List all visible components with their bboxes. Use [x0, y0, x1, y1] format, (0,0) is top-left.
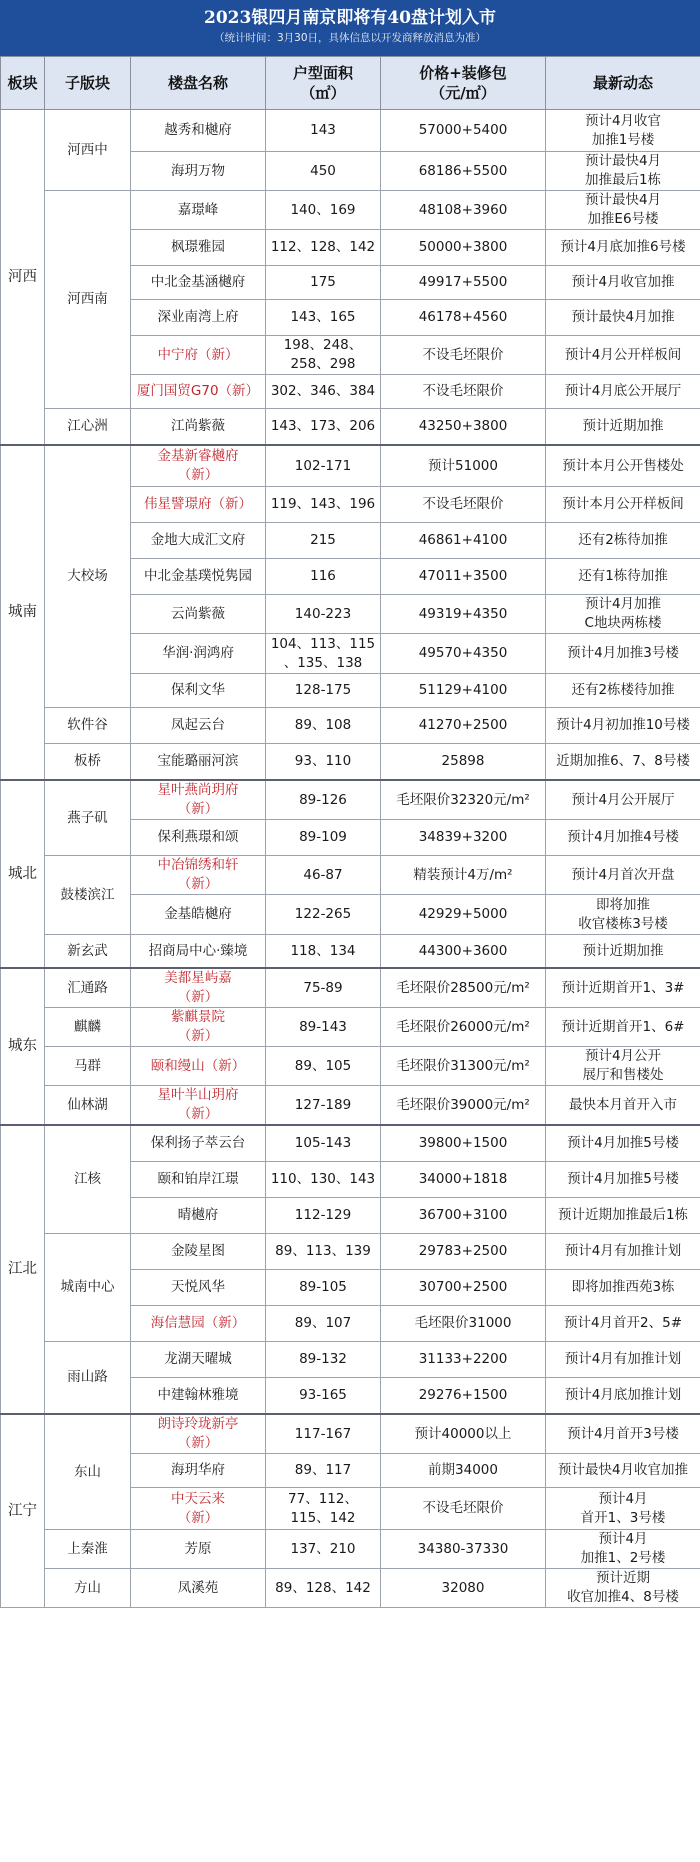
- subdistrict-cell: 河西中: [45, 110, 131, 191]
- area-cell: 89-143: [266, 1008, 381, 1047]
- price-cell: 43250+3800: [381, 409, 546, 446]
- project-name-cell: 中天云来 （新）: [131, 1488, 266, 1530]
- project-name-cell: 中北金基璞悦隽园: [131, 559, 266, 595]
- project-name-cell: 海玥万物: [131, 152, 266, 191]
- news-cell: 预计4月 加推1、2号楼: [546, 1530, 700, 1569]
- project-name-cell: 保利文华: [131, 674, 266, 708]
- news-cell: 预计4月公开 展厅和售楼处: [546, 1047, 700, 1086]
- news-cell: 预计本月公开样板间: [546, 487, 700, 523]
- project-name-cell: 天悦风华: [131, 1270, 266, 1306]
- news-cell: 预计4月加推3号楼: [546, 634, 700, 674]
- column-header: [266, 57, 381, 110]
- news-cell: 还有2栋待加推: [546, 523, 700, 559]
- table-row: [1, 445, 700, 487]
- project-name-cell: 招商局中心·臻境: [131, 935, 266, 969]
- news-cell: 预计4月首次开盘: [546, 856, 700, 895]
- column-header: 板块: [1, 57, 45, 110]
- news-cell: 预计近期加推: [546, 409, 700, 446]
- price-cell: 39800+1500: [381, 1125, 546, 1162]
- area-cell: 143: [266, 110, 381, 152]
- project-name-cell: 紫麒景院 （新）: [131, 1008, 266, 1047]
- project-name-cell: 金地大成汇文府: [131, 523, 266, 559]
- area-cell: 89-109: [266, 820, 381, 856]
- price-cell: 毛坯限价32320元/m²: [381, 780, 546, 820]
- area-cell: 450: [266, 152, 381, 191]
- news-cell: 预计4月底加推计划: [546, 1378, 700, 1415]
- price-cell: 46861+4100: [381, 523, 546, 559]
- subdistrict-cell: 江核: [45, 1125, 131, 1234]
- area-cell: 198、248、 258、298: [266, 336, 381, 375]
- price-cell: 31133+2200: [381, 1342, 546, 1378]
- subdistrict-cell: 板桥: [45, 744, 131, 781]
- area-cell: 302、346、384: [266, 375, 381, 409]
- table-row: [1, 780, 700, 820]
- price-cell: 42929+5000: [381, 895, 546, 935]
- project-name-cell: 龙湖天曜城: [131, 1342, 266, 1378]
- area-cell: 137、210: [266, 1530, 381, 1569]
- area-cell: 215: [266, 523, 381, 559]
- area-cell: 122-265: [266, 895, 381, 935]
- project-name-cell: 美都星屿嘉 （新）: [131, 968, 266, 1008]
- area-cell: 93、110: [266, 744, 381, 781]
- subdistrict-cell: 麒麟: [45, 1008, 131, 1047]
- news-cell: 最快本月首开入市: [546, 1086, 700, 1126]
- column-header: [381, 57, 546, 110]
- area-cell: 116: [266, 559, 381, 595]
- area-cell: 89、113、139: [266, 1234, 381, 1270]
- news-cell: 还有2栋楼待加推: [546, 674, 700, 708]
- area-cell: 75-89: [266, 968, 381, 1008]
- subdistrict-cell: 汇通路: [45, 968, 131, 1008]
- project-name-cell: 海信慧园（新）: [131, 1306, 266, 1342]
- project-name-cell: 伟星譬璟府（新）: [131, 487, 266, 523]
- area-cell: 89-105: [266, 1270, 381, 1306]
- project-name-cell: 星叶半山玥府 （新）: [131, 1086, 266, 1126]
- price-cell: 36700+3100: [381, 1198, 546, 1234]
- district-cell: 城北: [1, 780, 45, 968]
- project-name-cell: 厦门国贸G70（新）: [131, 375, 266, 409]
- area-cell: 93-165: [266, 1378, 381, 1415]
- price-cell: 34839+3200: [381, 820, 546, 856]
- price-cell: 毛坯限价26000元/m²: [381, 1008, 546, 1047]
- area-cell: 175: [266, 266, 381, 300]
- table-row: [1, 1342, 700, 1378]
- area-cell: 119、143、196: [266, 487, 381, 523]
- area-cell: 102-171: [266, 445, 381, 487]
- news-cell: 预计本月公开售楼处: [546, 445, 700, 487]
- subdistrict-cell: 上秦淮: [45, 1530, 131, 1569]
- area-cell: 127-189: [266, 1086, 381, 1126]
- news-cell: 预计4月公开展厅: [546, 780, 700, 820]
- news-cell: 预计4月加推4号楼: [546, 820, 700, 856]
- price-cell: 48108+3960: [381, 191, 546, 230]
- project-table: [0, 56, 700, 1608]
- news-cell: 即将加推 收官楼栋3号楼: [546, 895, 700, 935]
- price-cell: 41270+2500: [381, 708, 546, 744]
- price-cell: 49319+4350: [381, 595, 546, 634]
- table-row: [1, 1125, 700, 1162]
- price-cell: 34000+1818: [381, 1162, 546, 1198]
- news-cell: 预计4月底公开展厅: [546, 375, 700, 409]
- price-cell: 47011+3500: [381, 559, 546, 595]
- news-cell: 预计近期加推最后1栋: [546, 1198, 700, 1234]
- table-row: [1, 968, 700, 1008]
- news-cell: 预计4月有加推计划: [546, 1234, 700, 1270]
- subdistrict-cell: 方山: [45, 1569, 131, 1608]
- area-cell: 89-132: [266, 1342, 381, 1378]
- table-row: [1, 1086, 700, 1126]
- project-name-cell: 金基皓樾府: [131, 895, 266, 935]
- news-cell: 预计4月收官加推: [546, 266, 700, 300]
- column-header: 楼盘名称: [131, 57, 266, 110]
- table-row: [1, 1008, 700, 1047]
- area-cell: 46-87: [266, 856, 381, 895]
- area-cell: 89、107: [266, 1306, 381, 1342]
- project-name-cell: 金陵星图: [131, 1234, 266, 1270]
- table-row: [1, 1234, 700, 1270]
- district-cell: 城南: [1, 445, 45, 780]
- news-cell: 预计4月公开样板间: [546, 336, 700, 375]
- subdistrict-cell: 雨山路: [45, 1342, 131, 1415]
- price-cell: 49917+5500: [381, 266, 546, 300]
- news-cell: 近期加推6、7、8号楼: [546, 744, 700, 781]
- project-name-cell: 保利燕璟和颂: [131, 820, 266, 856]
- price-cell: 44300+3600: [381, 935, 546, 969]
- project-name-cell: 中建翰林雅境: [131, 1378, 266, 1415]
- table-row: [1, 110, 700, 152]
- project-name-cell: 晴樾府: [131, 1198, 266, 1234]
- subdistrict-cell: 东山: [45, 1414, 131, 1530]
- price-cell: 57000+5400: [381, 110, 546, 152]
- news-cell: 预计最快4月加推: [546, 300, 700, 336]
- news-cell: 预计4月加推5号楼: [546, 1162, 700, 1198]
- price-cell: 不设毛坯限价: [381, 1488, 546, 1530]
- news-cell: 预计近期首开1、3#: [546, 968, 700, 1008]
- news-cell: 预计近期首开1、6#: [546, 1008, 700, 1047]
- area-cell: 89-126: [266, 780, 381, 820]
- subdistrict-cell: 鼓楼滨江: [45, 856, 131, 935]
- table-row: [1, 935, 700, 969]
- price-cell: 不设毛坯限价: [381, 375, 546, 409]
- price-cell: 49570+4350: [381, 634, 546, 674]
- area-cell: 105-143: [266, 1125, 381, 1162]
- news-cell: 预计4月初加推10号楼: [546, 708, 700, 744]
- project-name-cell: 嘉璟峰: [131, 191, 266, 230]
- table-row: [1, 409, 700, 446]
- news-cell: 预计4月底加推6号楼: [546, 230, 700, 266]
- project-name-cell: 越秀和樾府: [131, 110, 266, 152]
- project-name-cell: 朗诗玲珑新亭 （新）: [131, 1414, 266, 1454]
- price-cell: 精装预计4万/m²: [381, 856, 546, 895]
- subdistrict-cell: 城南中心: [45, 1234, 131, 1342]
- table-row: [1, 1530, 700, 1569]
- area-cell: 89、117: [266, 1454, 381, 1488]
- column-header: 最新动态: [546, 57, 700, 110]
- subdistrict-cell: 河西南: [45, 191, 131, 409]
- column-header-text: 户型面积 （㎡）: [292, 64, 353, 102]
- page-header: [0, 0, 700, 56]
- project-name-cell: 云尚紫薇: [131, 595, 266, 634]
- news-cell: 预计4月 首开1、3号楼: [546, 1488, 700, 1530]
- area-cell: 89、105: [266, 1047, 381, 1086]
- subdistrict-cell: 仙林湖: [45, 1086, 131, 1126]
- table-row: [1, 191, 700, 230]
- area-cell: 77、112、 115、142: [266, 1488, 381, 1530]
- price-cell: 30700+2500: [381, 1270, 546, 1306]
- project-name-cell: 金基新睿樾府 （新）: [131, 445, 266, 487]
- area-cell: 143、165: [266, 300, 381, 336]
- area-cell: 112、128、142: [266, 230, 381, 266]
- area-cell: 117-167: [266, 1414, 381, 1454]
- table-row: [1, 1047, 700, 1086]
- news-cell: 即将加推西苑3栋: [546, 1270, 700, 1306]
- news-cell: 还有1栋待加推: [546, 559, 700, 595]
- price-cell: 毛坯限价31300元/m²: [381, 1047, 546, 1086]
- page-subtitle: （统计时间：3月30日，具体信息以开发商释放消息为准）: [213, 32, 487, 44]
- news-cell: 预计最快4月收官加推: [546, 1454, 700, 1488]
- column-header-text: 价格+装修包 （元/㎡）: [419, 64, 507, 102]
- subdistrict-cell: 大校场: [45, 445, 131, 708]
- price-cell: 51129+4100: [381, 674, 546, 708]
- project-name-cell: 深业南湾上府: [131, 300, 266, 336]
- price-cell: 29783+2500: [381, 1234, 546, 1270]
- news-cell: 预计4月收官 加推1号楼: [546, 110, 700, 152]
- project-name-cell: 凤起云台: [131, 708, 266, 744]
- page-title: 2023银四月南京即将有40盘计划入市: [204, 8, 496, 28]
- table-row: [1, 708, 700, 744]
- project-name-cell: 华润·润鸿府: [131, 634, 266, 674]
- news-cell: 预计最快4月 加推最后1栋: [546, 152, 700, 191]
- district-cell: 江宁: [1, 1414, 45, 1608]
- project-name-cell: 凤溪苑: [131, 1569, 266, 1608]
- district-cell: 江北: [1, 1125, 45, 1414]
- area-cell: 89、108: [266, 708, 381, 744]
- news-cell: 预计近期加推: [546, 935, 700, 969]
- project-name-cell: 颐和缦山（新）: [131, 1047, 266, 1086]
- price-cell: 29276+1500: [381, 1378, 546, 1415]
- district-cell: 城东: [1, 968, 45, 1125]
- project-name-cell: 保利扬子萃云台: [131, 1125, 266, 1162]
- news-cell: 预计4月加推5号楼: [546, 1125, 700, 1162]
- price-cell: 46178+4560: [381, 300, 546, 336]
- price-cell: 68186+5500: [381, 152, 546, 191]
- subdistrict-cell: 软件谷: [45, 708, 131, 744]
- price-cell: 不设毛坯限价: [381, 336, 546, 375]
- project-name-cell: 江尚紫薇: [131, 409, 266, 446]
- table-row: [1, 1414, 700, 1454]
- price-cell: 34380-37330: [381, 1530, 546, 1569]
- area-cell: 89、128、142: [266, 1569, 381, 1608]
- news-cell: 预计最快4月 加推E6号楼: [546, 191, 700, 230]
- price-cell: 前期34000: [381, 1454, 546, 1488]
- news-cell: 预计4月首开2、5#: [546, 1306, 700, 1342]
- price-cell: 25898: [381, 744, 546, 781]
- subdistrict-cell: 燕子矶: [45, 780, 131, 856]
- project-name-cell: 中冶锦绣和轩 （新）: [131, 856, 266, 895]
- price-cell: 32080: [381, 1569, 546, 1608]
- project-name-cell: 星叶燕尚玥府 （新）: [131, 780, 266, 820]
- area-cell: 140、169: [266, 191, 381, 230]
- area-cell: 104、113、115 、135、138: [266, 634, 381, 674]
- area-cell: 112-129: [266, 1198, 381, 1234]
- price-cell: 毛坯限价39000元/m²: [381, 1086, 546, 1126]
- subdistrict-cell: 江心洲: [45, 409, 131, 446]
- district-cell: 河西: [1, 110, 45, 446]
- news-cell: 预计4月有加推计划: [546, 1342, 700, 1378]
- table-header-row: [1, 57, 700, 110]
- project-name-cell: 芳原: [131, 1530, 266, 1569]
- news-cell: 预计4月首开3号楼: [546, 1414, 700, 1454]
- news-cell: 预计近期 收官加推4、8号楼: [546, 1569, 700, 1608]
- price-cell: 预计51000: [381, 445, 546, 487]
- price-cell: 毛坯限价31000: [381, 1306, 546, 1342]
- project-name-cell: 中北金基涵樾府: [131, 266, 266, 300]
- table-row: [1, 856, 700, 895]
- column-header: 子版块: [45, 57, 131, 110]
- area-cell: 118、134: [266, 935, 381, 969]
- project-name-cell: 宝能璐丽河滨: [131, 744, 266, 781]
- price-cell: 不设毛坯限价: [381, 487, 546, 523]
- area-cell: 143、173、206: [266, 409, 381, 446]
- table-row: [1, 744, 700, 781]
- subdistrict-cell: 马群: [45, 1047, 131, 1086]
- price-cell: 毛坯限价28500元/m²: [381, 968, 546, 1008]
- area-cell: 128-175: [266, 674, 381, 708]
- subdistrict-cell: 新玄武: [45, 935, 131, 969]
- project-name-cell: 枫璟雅园: [131, 230, 266, 266]
- area-cell: 140-223: [266, 595, 381, 634]
- price-cell: 预计40000以上: [381, 1414, 546, 1454]
- project-name-cell: 中宁府（新）: [131, 336, 266, 375]
- table-body: [1, 110, 700, 1608]
- area-cell: 110、130、143: [266, 1162, 381, 1198]
- news-cell: 预计4月加推 C地块两栋楼: [546, 595, 700, 634]
- project-name-cell: 颐和铂岸江璟: [131, 1162, 266, 1198]
- table-row: [1, 1569, 700, 1608]
- project-name-cell: 海玥华府: [131, 1454, 266, 1488]
- price-cell: 50000+3800: [381, 230, 546, 266]
